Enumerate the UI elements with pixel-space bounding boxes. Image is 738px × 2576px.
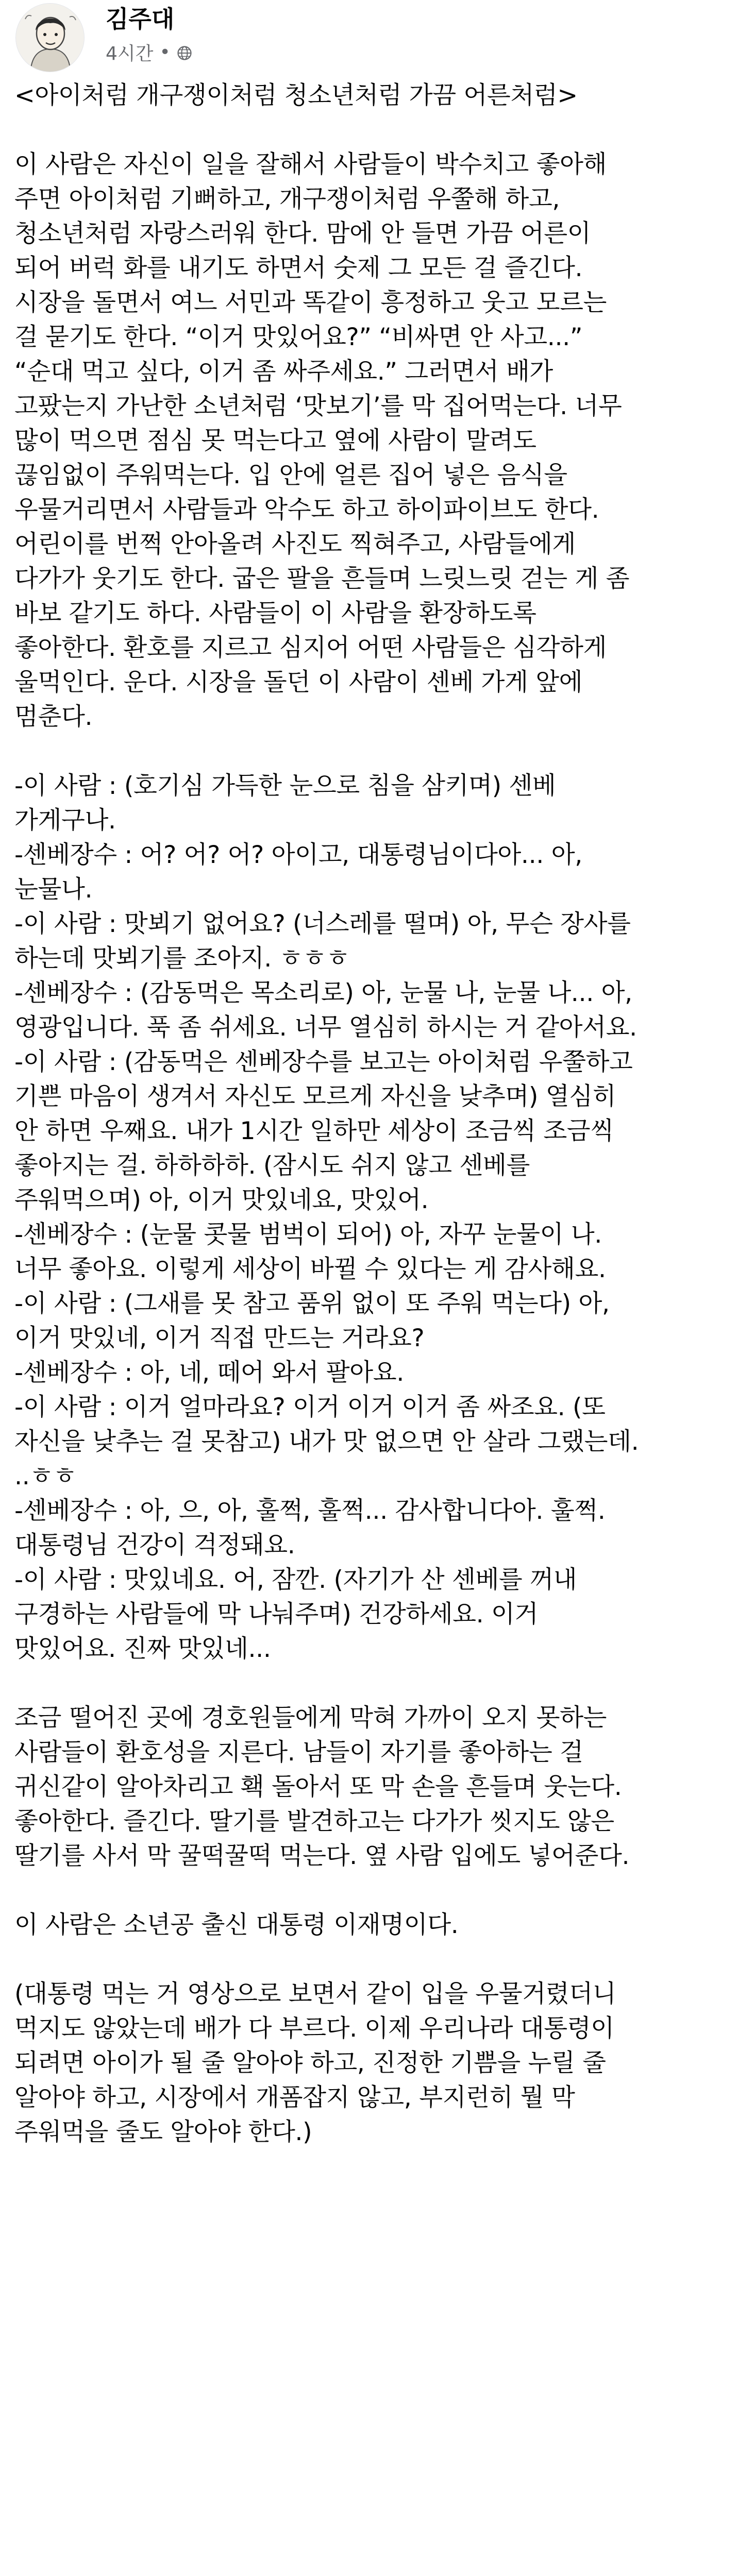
post-meta xyxy=(106,39,192,65)
post-text-line: 끊임없이 주워먹는다. 입 안에 얼른 집어 넣은 음식을 xyxy=(14,461,567,489)
globe-icon[interactable] xyxy=(177,44,192,60)
post-text-line: 많이 먹으면 점심 못 먹는다고 옆에 사람이 말려도 xyxy=(14,427,536,455)
post-text-line: 다가가 웃기도 한다. 굽은 팔을 흔들며 느릿느릿 걷는 게 좀 xyxy=(14,565,630,593)
post-text-line: 먹지도 않았는데 배가 다 부르다. 이제 우리나라 대통령이 xyxy=(14,2014,614,2043)
post-text-line: 시장을 돌면서 여느 서민과 똑같이 흥정하고 웃고 모르는 xyxy=(14,289,607,317)
post-text-line: 영광입니다. 푹 좀 쉬세요. 너무 열심히 하시는 거 같아서요. xyxy=(14,1013,637,1042)
post-text-line: 청소년처럼 자랑스러워 한다. 맘에 안 들면 가끔 어른이 xyxy=(14,219,591,248)
post-text-line: 이 사람은 자신이 일을 잘해서 사람들이 박수치고 좋아해 xyxy=(14,150,607,179)
blank-line xyxy=(14,1942,726,1977)
post-header xyxy=(0,0,738,77)
post-text-line: -이 사람 : 맛뵈기 없어요? (너스레를 떨며) 아, 무슨 장사를 xyxy=(14,910,631,938)
meta-separator: • xyxy=(159,41,171,63)
post-text-line: 되어 버럭 화를 내기도 하면서 숫제 그 모든 걸 즐긴다. xyxy=(14,254,583,282)
author-name[interactable]: 김주대 xyxy=(106,5,175,33)
post-text-line: 좋아한다. 환호를 지르고 심지어 어떤 사람들은 심각하게 xyxy=(14,634,607,662)
post-text-line: 너무 좋아요. 이렇게 세상이 바뀔 수 있다는 게 감사해요. xyxy=(14,1255,606,1283)
post-text-line: 되려면 아이가 될 줄 알아야 하고, 진정한 기쁨을 누릴 줄 xyxy=(14,2049,606,2077)
post-text-line: 좋아한다. 즐긴다. 딸기를 발견하고는 다가가 씻지도 않은 xyxy=(14,1807,614,1836)
post-text-line: -센베장수 : 아, 네, 떼어 와서 팔아요. xyxy=(14,1359,404,1387)
post-text-line: 하는데 맛뵈기를 조아지. ㅎㅎㅎ xyxy=(14,944,350,973)
avatar-illustration xyxy=(16,4,85,72)
post-text-line: 멈춘다. xyxy=(14,703,93,731)
post-text-line: 맛있어요. 진짜 맛있네... xyxy=(14,1635,271,1663)
post-text-line: 안 하면 우째요. 내가 1시간 일하만 세상이 조금씩 조금씩 xyxy=(14,1117,614,1145)
post-text-line: -이 사람 : (그새를 못 참고 품위 없이 또 주워 먹는다) 아, xyxy=(14,1290,610,1318)
post-text-line: -이 사람 : (감동먹은 센베장수를 보고는 아이처럼 우쭐하고 xyxy=(14,1048,633,1076)
post-text-line: -이 사람 : (호기심 가득한 눈으로 침을 삼키며) 센베 xyxy=(14,772,556,800)
post-text-line: -센베장수 : 어? 어? 어? 아이고, 대통령님이다아... 아, xyxy=(14,841,582,869)
post-text-line: -센베장수 : (감동먹은 목소리로) 아, 눈물 나, 눈물 나... 아, xyxy=(14,979,632,1007)
blank-line xyxy=(14,734,726,769)
post-text-line: ..ㅎㅎ xyxy=(14,1462,77,1490)
post-timestamp[interactable]: 4시간 xyxy=(106,43,154,64)
post-text-line: -센베장수 : (눈물 콧물 범벅이 되어) 아, 자꾸 눈물이 나. xyxy=(14,1221,602,1249)
post-text-line: 가게구나. xyxy=(14,806,116,835)
post-text-line: 어린이를 번쩍 안아올려 사진도 찍혀주고, 사람들에게 xyxy=(14,530,576,558)
avatar[interactable] xyxy=(15,3,85,72)
post-text-line: 걸 묻기도 한다. “이거 맛있어요?” “비싸면 안 사고...” xyxy=(14,323,583,351)
post-text-line: 기쁜 마음이 생겨서 자신도 모르게 자신을 낮추며) 열심히 xyxy=(14,1082,616,1111)
post-text-line: 이 사람은 소년공 출신 대통령 이재명이다. xyxy=(14,1911,459,1939)
post-text-line: 사람들이 환호성을 지른다. 남들이 자기를 좋아하는 걸 xyxy=(14,1738,583,1767)
post-text-line: -이 사람 : 이거 얼마라요? 이거 이거 이거 좀 싸조요. (또 xyxy=(14,1393,606,1421)
post-text-line: <아이처럼 개구쟁이처럼 청소년처럼 가끔 어른처럼> xyxy=(14,81,578,110)
post-text-line: (대통령 먹는 거 영상으로 보면서 같이 입을 우물거렸더니 xyxy=(14,1980,616,2008)
blank-line xyxy=(14,1873,726,1908)
post-text-line: -이 사람 : 맛있네요. 어, 잠깐. (자기가 산 센베를 꺼내 xyxy=(14,1566,577,1594)
post-text-line: 우물거리면서 사람들과 악수도 하고 하이파이브도 한다. xyxy=(14,496,599,524)
post-text-line: 주면 아이처럼 기뻐하고, 개구쟁이처럼 우쭐해 하고, xyxy=(14,185,560,213)
post-body-text xyxy=(14,78,726,2149)
post-text-line: 조금 떨어진 곳에 경호원들에게 막혀 가까이 오지 못하는 xyxy=(14,1704,607,1732)
post-text-line: 이거 맛있네, 이거 직접 만드는 거라요? xyxy=(14,1324,425,1352)
post-text-line: 알아야 하고, 시장에서 개폼잡지 않고, 부지런히 뭘 막 xyxy=(14,2083,575,2112)
post-text-line: 좋아지는 걸. 하하하하. (잠시도 쉬지 않고 센베를 xyxy=(14,1151,530,1180)
post-text-line: 주워먹으며) 아, 이거 맛있네요, 맛있어. xyxy=(14,1186,429,1214)
post-text-line: 눈물나. xyxy=(14,875,93,904)
post-text-line: -센베장수 : 아, 으, 아, 훌쩍, 훌쩍... 감사합니다아. 훌쩍. xyxy=(14,1497,606,1525)
post-text-line: 구경하는 사람들에 막 나눠주며) 건강하세요. 이거 xyxy=(14,1600,539,1629)
post-text-line: 울먹인다. 운다. 시장을 돌던 이 사람이 센베 가게 앞에 xyxy=(14,668,583,697)
post-text-line: 자신을 낮추는 걸 못참고) 내가 맛 없으면 안 살라 그랬는데. xyxy=(14,1428,639,1456)
post-text-line: “순대 먹고 싶다, 이거 좀 싸주세요.” 그러면서 배가 xyxy=(14,358,553,386)
post-text-line: 귀신같이 알아차리고 홱 돌아서 또 막 손을 흔들며 웃는다. xyxy=(14,1773,622,1801)
post-text-line: 대통령님 건강이 걱정돼요. xyxy=(14,1531,295,1560)
blank-line xyxy=(14,113,726,147)
post-text-line: 바보 같기도 하다. 사람들이 이 사람을 환장하도록 xyxy=(14,599,536,628)
post-text-line: 고팠는지 가난한 소년처럼 ‘맛보기’를 막 집어먹는다. 너무 xyxy=(14,392,622,420)
post-text-line: 주워먹을 줄도 알아야 한다.) xyxy=(14,2118,312,2146)
blank-line xyxy=(14,1666,726,1701)
post-text-line: 딸기를 사서 막 꿀떡꿀떡 먹는다. 옆 사람 입에도 넣어준다. xyxy=(14,1842,630,1870)
